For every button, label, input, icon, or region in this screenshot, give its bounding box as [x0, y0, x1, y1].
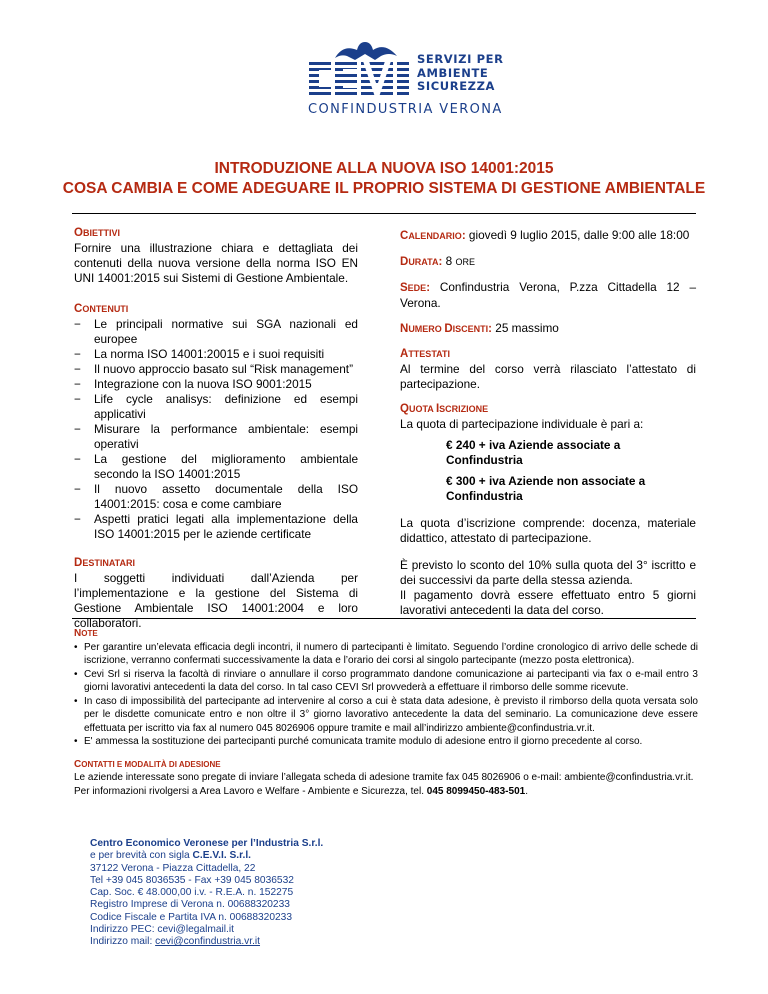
list-item: − Le principali normative sui SGA nazionali ed europee	[74, 317, 358, 346]
footer-pec: Indirizzo PEC: cevi@legalmail.it	[90, 924, 234, 936]
attestati-text: Al termine del corso verrà rilasciato l’attestato di partecipazione.	[400, 362, 696, 391]
contatti-phone: 045 8099450-483-501	[426, 785, 526, 797]
footer-mail: Indirizzo mail: cevi@confindustria.vr.it	[90, 936, 261, 948]
list-item: − Misurare la performance ambientale: esempi operativi	[74, 422, 358, 451]
footer-tax-code: Codice Fiscale e Partita IVA n. 00688320233	[90, 911, 292, 923]
sede-text: Confindustria Verona, P.zza Cittadella 12 – Verona.	[400, 280, 696, 310]
notes-divider	[72, 618, 696, 619]
section-destinatari	[74, 556, 358, 631]
numero-discenti-text: 25 massimo	[491, 321, 559, 335]
obiettivi-text: Fornire una illustrazione chiara e dettagliata dei contenuti della nuova versione della norma ISO EN UNI 14001:2015 sui Sistemi di Gestione Ambientale.	[74, 241, 358, 285]
section-sede	[400, 280, 696, 311]
calendario-heading: CALENDARIO:	[400, 230, 466, 242]
section-quota	[400, 402, 696, 618]
section-contenuti	[74, 302, 358, 542]
sede-heading: SEDE:	[400, 282, 431, 294]
calendario-text: giovedì 9 luglio 2015, dalle 9:00 alle 18:00	[465, 228, 690, 242]
cevi-emblem-icon	[305, 40, 413, 102]
list-item: • Cevi Srl si riserva la facoltà di rinviare o annullare il corso programmato dandone comunicazione ai partecipanti via fax o e-mail entro 3 giorni lavorativi antecedenti la data del corso. In tal caso CEVI Srl provvederà a effettuare il rimborso delle somme ricevute.	[74, 668, 698, 693]
footer-phone-fax: Tel +39 045 8036535 - Fax +39 045 8036532	[90, 874, 294, 886]
durata-unit: ORE	[455, 257, 475, 267]
company-footer	[90, 838, 323, 949]
logo-org-name: CONFINDUSTRIA VERONA	[308, 102, 503, 117]
contatti-heading: CONTATTI E MODALITÀ DI ADESIONE	[74, 758, 221, 770]
document-title-line2: COSA CAMBIA E COME ADEGUARE IL PROPRIO SISTEMA DI GESTIONE AMBIENTALE	[62, 180, 706, 197]
section-calendario	[400, 228, 696, 244]
numero-discenti-heading: NUMERO DISCENTI:	[400, 323, 492, 335]
contenuti-heading: CONTENUTI	[74, 303, 129, 315]
logo-tagline: SERVIZI PER AMBIENTE SICUREZZA	[417, 52, 504, 93]
durata-value: 8	[442, 254, 456, 268]
quota-price-associate: € 240 + iva Aziende associate a Confindustria	[446, 438, 621, 467]
destinatari-text: I soggetti individuati dall’Azienda per l’implementazione e la gestione del Sistema di Gestione Ambientale ISO 14001:2004 e loro collaboratori.	[74, 571, 358, 630]
right-column	[400, 228, 696, 628]
footer-address: 37122 Verona - Piazza Cittadella, 22	[90, 862, 256, 874]
attestati-heading: ATTESTATI	[400, 348, 450, 360]
section-durata	[400, 254, 696, 270]
cevi-logo	[305, 40, 505, 120]
quota-discount: È previsto lo sconto del 10% sulla quota del 3° iscritto e dei successivi da parte della stessa azienda.	[400, 558, 696, 587]
contatti-info: Per informazioni rivolgersi a Area Lavoro e Welfare - Ambiente e Sicurezza, tel. 045 8099450-483-501.	[74, 785, 528, 797]
footer-registry: Registro Imprese di Verona n. 00688320233	[90, 899, 290, 911]
document-title-line1: INTRODUZIONE ALLA NUOVA ISO 14001:2015	[214, 160, 554, 177]
quota-price-non-associate: € 300 + iva Aziende non associate a Confindustria	[446, 474, 646, 503]
contenuti-list	[74, 317, 358, 542]
section-obiettivi	[74, 226, 358, 286]
quota-payment: Il pagamento dovrà essere effettuato entro 5 giorni lavorativi antecedenti la data del corso.	[400, 588, 696, 617]
list-item: − Il nuovo assetto documentale della ISO 14001:2015: cosa e come cambiare	[74, 482, 358, 511]
footer-capital: Cap. Soc. € 48.000,00 i.v. - R.E.A. n. 152275	[90, 887, 294, 899]
list-item: • E' ammessa la sostituzione dei partecipanti purché comunicata tramite modulo di adesione entro il giorno precedente al corso.	[74, 736, 643, 747]
list-item: − Life cycle analisys: definizione ed esempi applicativi	[74, 392, 358, 421]
notes-section	[74, 627, 698, 798]
list-item: − La norma ISO 14001:20015 e i suoi requisiti	[74, 347, 325, 361]
footer-company-name: Centro Economico Veronese per l’Industria S.r.l.	[90, 838, 324, 849]
quota-includes: La quota d’iscrizione comprende: docenza, materiale didattico, attestato di partecipazione.	[400, 516, 696, 545]
list-item: − La gestione del miglioramento ambientale secondo la ISO 14001:2015	[74, 452, 358, 481]
note-heading: NOTE	[74, 628, 98, 639]
contatti-text: Le aziende interessate sono pregate di inviare l’allegata scheda di adesione tramite fax 045 8026906 o e-mail: ambiente@confindustria.vr.it.	[74, 772, 694, 783]
quota-heading: QUOTA ISCRIZIONE	[400, 403, 489, 415]
section-attestati	[400, 347, 696, 392]
left-column	[74, 226, 358, 641]
list-item: • Per garantire un’elevata efficacia degli incontri, il numero di partecipanti è limitato. Seguendo l’ordine cronologico di arrivo delle schede di iscrizione, verranno confermati successivamente la data e l’orario dei corsi al singolo partecipante (mezzo posta elettronica).	[74, 641, 698, 666]
obiettivi-heading: OBIETTIVI	[74, 227, 120, 239]
destinatari-heading: DESTINATARI	[74, 557, 135, 569]
list-item: − Integrazione con la nuova ISO 9001:2015	[74, 377, 312, 391]
list-item: − Il nuovo approccio basato sul “Risk management”	[74, 362, 354, 376]
note-list	[74, 641, 698, 749]
list-item: − Aspetti pratici legati alla implementazione della ISO 14001:2015 per le aziende certificate	[74, 512, 358, 541]
section-numero-discenti	[400, 321, 696, 337]
list-item: • In caso di impossibilità del partecipante ad intervenire al corso a cui è stata data adesione, è previsto il rimborso della quota versata solo per le disdette comunicate entro e non oltre il 3° giorno lavorativo antecedente la data del seminario. La comunicazione deve essere effettuata per iscritto via fax al numero 045 8026906 oppure tramite e mail all’indirizzo ambiente@confindustria.vr.it.	[74, 695, 698, 734]
durata-heading: DURATA:	[400, 256, 443, 268]
quota-intro: La quota di partecipazione individuale è pari a:	[400, 417, 644, 431]
title-divider	[72, 213, 696, 214]
footer-short-name: e per brevità con sigla C.E.V.I. S.r.l.	[90, 850, 252, 862]
footer-mail-link[interactable]: cevi@confindustria.vr.it	[155, 936, 261, 948]
